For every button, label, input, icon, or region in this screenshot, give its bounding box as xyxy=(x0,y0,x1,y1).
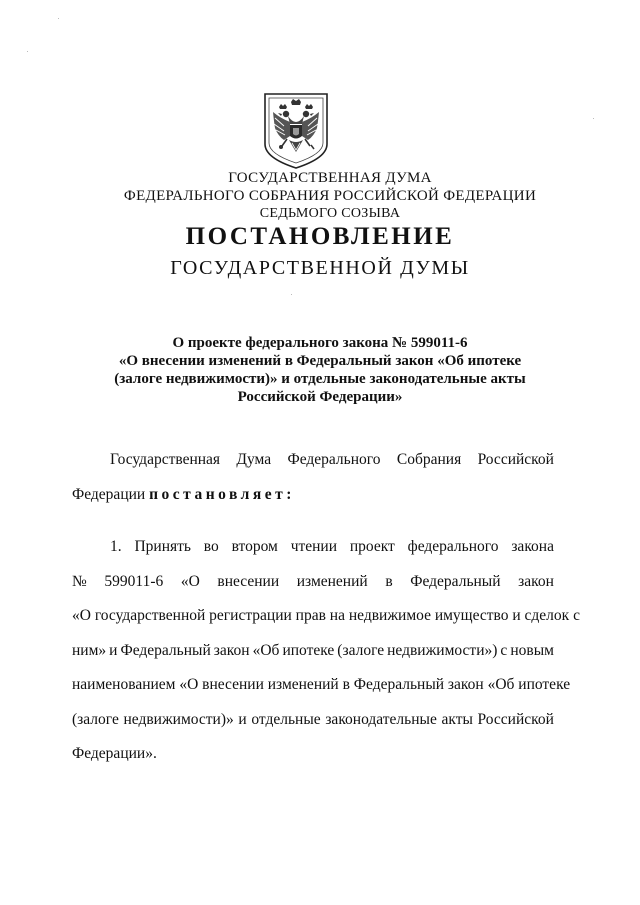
word: внесении xyxy=(217,572,280,590)
word: и xyxy=(109,641,118,659)
word: Принять xyxy=(134,538,191,555)
word: (залоге xyxy=(337,641,385,659)
word: и xyxy=(238,710,247,728)
text-line xyxy=(72,737,554,772)
word: Федерации xyxy=(72,485,150,503)
word: закон xyxy=(518,572,554,590)
word: в xyxy=(385,572,393,590)
word: «Об xyxy=(252,641,280,659)
word: с xyxy=(500,641,508,659)
word: закона xyxy=(511,538,554,555)
word: втором xyxy=(231,538,278,555)
word: недвижимости)» xyxy=(123,710,234,728)
word: ним» xyxy=(72,641,107,659)
subject-line: Российской Федерации» xyxy=(237,389,403,405)
justified-line xyxy=(72,443,554,478)
word: Федеральный xyxy=(120,641,211,659)
document-issuer-title: ГОСУДАРСТВЕННОЙ ДУМЫ xyxy=(170,257,470,279)
subject-line: «О внесении изменений в Федеральный закон «Об ипотеке xyxy=(118,353,522,369)
subject-line: (залоге недвижимости)» и отдельные законодательные акты xyxy=(114,371,526,387)
resolves-word: постановляет: xyxy=(149,485,295,503)
word: федерального xyxy=(407,538,499,555)
word: ипотеке xyxy=(282,641,335,659)
justified-line xyxy=(72,565,554,600)
line-text: наименованием «О внесении изменений в Федеральный закон «Об ипотеке xyxy=(72,676,571,693)
header-federal-assembly: ФЕДЕРАЛЬНОГО СОБРАНИЯ РОССИЙСКОЙ ФЕДЕРАЦИИ xyxy=(123,188,537,204)
word: проект xyxy=(349,538,395,555)
document-type-title: ПОСТАНОВЛЕНИЕ xyxy=(185,223,455,250)
word: изменений xyxy=(296,572,368,590)
word: Российской xyxy=(477,710,554,728)
word: «О xyxy=(180,572,200,590)
word: Собрания xyxy=(396,451,462,468)
word: Дума xyxy=(236,451,272,468)
word: отдельные xyxy=(251,710,321,728)
word: Федерального xyxy=(287,451,381,468)
word: акты xyxy=(441,710,473,728)
word: закон xyxy=(213,641,250,659)
word: 1. xyxy=(110,538,122,555)
line-text: Федерации». xyxy=(72,745,157,762)
preamble-paragraph xyxy=(72,443,554,512)
header-duma: ГОСУДАРСТВЕННАЯ ДУМА xyxy=(228,170,432,186)
text-line xyxy=(72,478,554,513)
line-text: «О государственной регистрации прав на недвижимое имущество и сделок с xyxy=(72,607,580,624)
item-1-paragraph xyxy=(72,530,580,772)
russian-coat-of-arms-icon xyxy=(262,92,330,170)
justified-line xyxy=(72,634,554,669)
document-subject xyxy=(70,334,570,406)
word: Российской xyxy=(477,451,554,468)
word: чтении xyxy=(290,538,338,555)
word: новым xyxy=(510,641,554,659)
word: Федеральный xyxy=(410,572,501,590)
word: № xyxy=(72,572,87,590)
header-convocation: СЕДЬМОГО СОЗЫВА xyxy=(259,206,401,221)
word: (залоге xyxy=(72,710,119,728)
subject-line: О проекте федерального закона № 599011-6 xyxy=(172,335,468,351)
word: 599011-6 xyxy=(104,572,164,590)
text-line xyxy=(72,599,580,634)
word: законодательные xyxy=(325,710,437,728)
justified-line xyxy=(72,703,554,738)
word: во xyxy=(203,538,219,555)
word: недвижимости») xyxy=(387,641,498,659)
justified-line xyxy=(72,530,554,565)
word: Государственная xyxy=(110,451,221,468)
text-line xyxy=(72,668,571,703)
